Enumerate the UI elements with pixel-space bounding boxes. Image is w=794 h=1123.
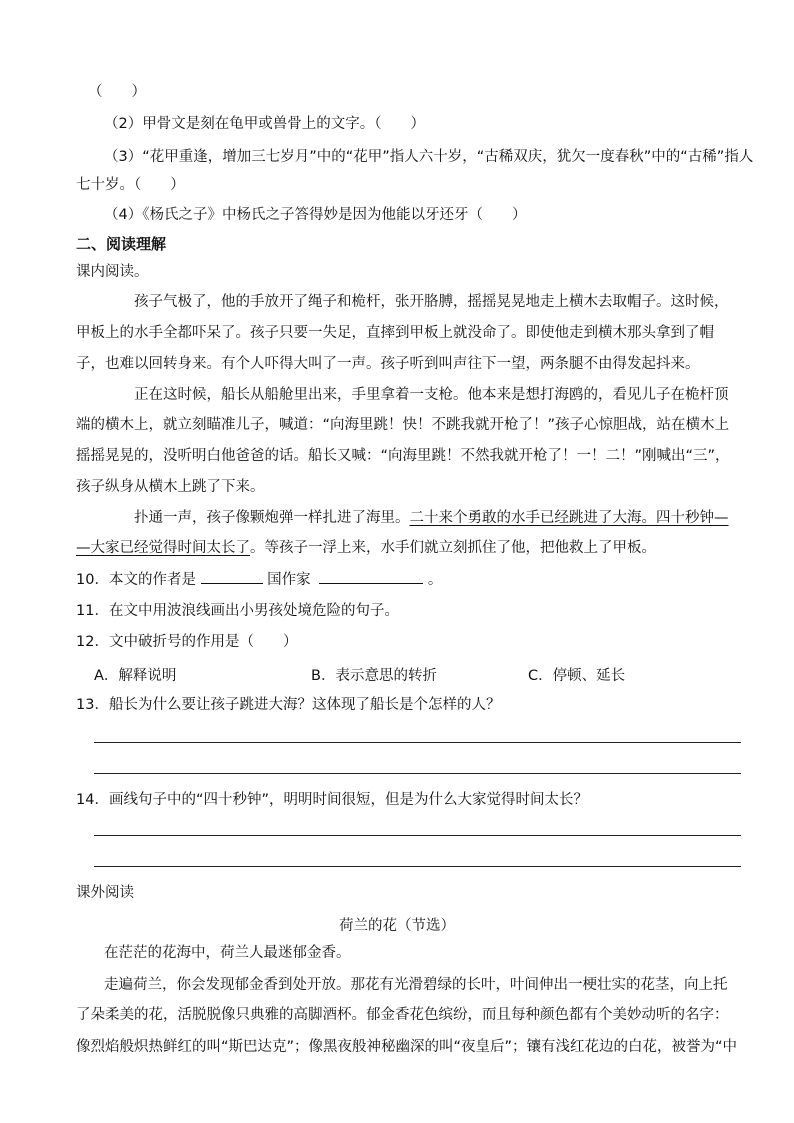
inclass-reading-label: 课内阅读。 bbox=[76, 264, 149, 280]
extra-passage-p2-line-1: 走遍荷兰，你会发现郁金香到处开放。那花有光滑碧绿的长叶，叶间伸出一梗壮实的花茎，向上托 bbox=[104, 977, 728, 993]
answer-blank-country[interactable] bbox=[201, 569, 263, 584]
extra-passage-title: 荷兰的花（节选） bbox=[339, 918, 455, 934]
question-10-text: 10．本文的作者是 bbox=[76, 572, 196, 588]
passage-p2-line-2: 端的横木上，就立刻瞄准儿子，喊道：“向海里跳！快！不跳我就开枪了！”孩子心惊胆战，站在横木上 bbox=[76, 417, 730, 433]
question-12-option-b[interactable]: B．表示意思的转折 bbox=[311, 668, 437, 684]
passage-underlined-sentence-end: —大家已经觉得时间太长了 bbox=[76, 540, 250, 556]
judge-item-1-tail: （ ） bbox=[88, 84, 146, 100]
question-13: 13．船长为什么要让孩子跳进大海？这体现了船长是个怎样的人？ bbox=[76, 697, 501, 713]
answer-blank-author[interactable] bbox=[319, 569, 423, 584]
judge-item-4: （4）《杨氏之子》中杨氏之子答得妙是因为他能以牙还牙（ ） bbox=[104, 207, 527, 223]
answer-line[interactable] bbox=[94, 773, 741, 774]
extra-reading-label: 课外阅读 bbox=[76, 885, 134, 901]
passage-p2-line-4: 孩子纵身从横木上跳了下来。 bbox=[76, 479, 265, 495]
passage-p3-line-1 bbox=[134, 508, 794, 528]
judge-item-3-line-1: （3）“花甲重逢，增加三七岁月”中的“花甲”指人六十岁，“古稀双庆，犹欠一度春秋”中的“古稀”指人 bbox=[104, 149, 754, 165]
passage-p1-line-1: 孩子气极了，他的手放开了绳子和桅杆，张开胳膊，摇摇晃晃地走上横木去取帽子。这时候， bbox=[134, 294, 729, 310]
answer-line[interactable] bbox=[94, 835, 741, 836]
passage-p2-line-1: 正在这时候，船长从船舱里出来，手里拿着一支枪。他本来是想打海鸥的，看见儿子在桅杆顶 bbox=[134, 387, 729, 403]
question-10-end: 。 bbox=[427, 572, 443, 588]
section-title-reading: 二、阅读理解 bbox=[76, 235, 167, 253]
question-12: 12．文中破折号的作用是（ ） bbox=[76, 634, 298, 650]
answer-line[interactable] bbox=[94, 866, 741, 867]
judge-item-3-line-2: 七十岁。（ ） bbox=[76, 177, 185, 193]
answer-line[interactable] bbox=[94, 742, 741, 743]
extra-passage-p2-line-3: 像烈焰般炽热鲜红的叫“斯巴达克”；像黑夜般神秘幽深的叫“夜皇后”；镶有浅红花边的白花，被誉为“中 bbox=[76, 1039, 738, 1055]
judge-item-2: （2）甲骨文是刻在龟甲或兽骨上的文字。（ ） bbox=[104, 116, 425, 132]
question-11: 11．在文中用波浪线画出小男孩处境危险的句子。 bbox=[76, 603, 399, 619]
passage-p3-line-2 bbox=[76, 538, 746, 558]
passage-p1-line-3: 子，也难以回转身来。有个人吓得大叫了一声。孩子听到叫声往下一望，两条腿不由得发起抖来。 bbox=[76, 356, 700, 372]
question-10 bbox=[76, 569, 746, 590]
question-12-option-c[interactable]: C．停顿、延长 bbox=[528, 668, 626, 684]
passage-p3-rest: 。等孩子一浮上来，水手们就立刻抓住了他，把他救上了甲板。 bbox=[250, 540, 656, 556]
question-10-mid: 国作家 bbox=[267, 572, 311, 588]
question-14: 14．画线句子中的“四十秒钟”，明明时间很短，但是为什么大家觉得时间太长？ bbox=[76, 792, 588, 808]
passage-p3-plain: 扑通一声，孩子像颗炮弹一样扎进了海里。 bbox=[134, 510, 410, 526]
passage-p1-line-2: 甲板上的水手全都吓呆了。孩子只要一失足，直摔到甲板上就没命了。即使他走到横木那头拿到了帽 bbox=[76, 325, 714, 341]
question-12-option-a[interactable]: A．解释说明 bbox=[94, 668, 177, 684]
extra-passage-p2-line-2: 了朵柔美的花，活脱脱像只典雅的高脚酒杯。郁金香花色缤纷，而且每种颜色都有个美妙动听的名字： bbox=[76, 1007, 729, 1023]
passage-underlined-sentence-start: 二十来个勇敢的水手已经跳进了大海。四十秒钟— bbox=[409, 510, 729, 526]
extra-passage-p1: 在茫茫的花海中，荷兰人最迷郁金香。 bbox=[104, 945, 351, 961]
passage-p2-line-3: 摇摇晃晃的，没听明白他爸爸的话。船长又喊：“向海里跳！不然我就开枪了！一！二！”刚喊出“三”， bbox=[76, 448, 730, 464]
